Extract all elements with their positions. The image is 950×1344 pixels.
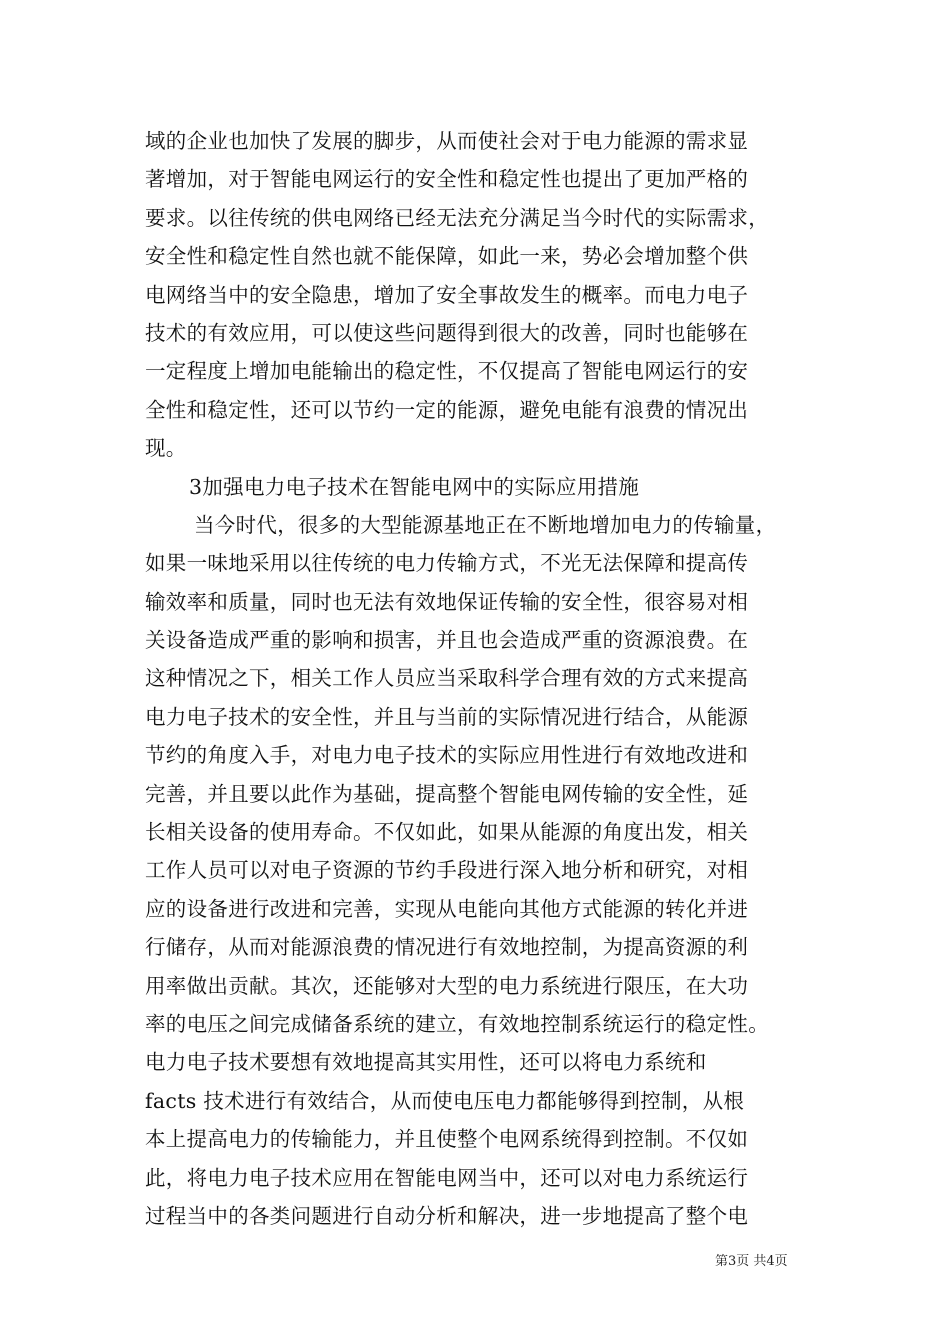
text-line: 工作人员可以对电子资源的节约手段进行深入地分析和研究，对相 <box>145 858 749 883</box>
text-line: 现。 <box>145 436 187 461</box>
text-line: 长相关设备的使用寿命。不仅如此，如果从能源的角度出发，相关 <box>145 820 749 845</box>
text-line: 此，将电力电子技术应用在智能电网当中，还可以对电力系统运行 <box>145 1165 749 1190</box>
text-line: 技术的有效应用，可以使这些问题得到很大的改善，同时也能够在 <box>145 320 749 345</box>
text-line: 著增加，对于智能电网运行的安全性和稳定性也提出了更加严格的 <box>145 167 749 192</box>
text-line: 关设备造成严重的影响和损害，并且也会造成严重的资源浪费。在 <box>145 628 749 653</box>
text-line: 如果一味地采用以往传统的电力传输方式，不光无法保障和提高传 <box>145 551 749 576</box>
text-line: 过程当中的各类问题进行自动分析和解决，进一步地提高了整个电 <box>145 1203 749 1228</box>
text-line: 安全性和稳定性自然也就不能保障，如此一来，势必会增加整个供 <box>145 244 749 269</box>
body-text <box>145 122 820 1235</box>
text-line: 节约的角度入手，对电力电子技术的实际应用性进行有效地改进和 <box>145 743 749 768</box>
text-line: 全性和稳定性，还可以节约一定的能源，避免电能有浪费的情况出 <box>145 397 749 422</box>
page-number-footer: 第3页 共4页 <box>715 1254 788 1269</box>
text-line: 行储存，从而对能源浪费的情况进行有效地控制，为提高资源的利 <box>145 935 749 960</box>
text-line: 电力电子技术要想有效地提高其实用性，还可以将电力系统和 <box>145 1050 707 1075</box>
text-line: 这种情况之下，相关工作人员应当采取科学合理有效的方式来提高 <box>145 666 749 691</box>
text-line: 完善，并且要以此作为基础，提高整个智能电网传输的安全性，延 <box>145 781 749 806</box>
paragraph-continued <box>145 122 820 468</box>
text-line: 本上提高电力的传输能力，并且使整个电网系统得到控制。不仅如 <box>145 1127 749 1152</box>
paragraph-section-3 <box>145 506 820 1235</box>
text-line: 要求。以往传统的供电网络已经无法充分满足当今时代的实际需求， <box>145 205 769 230</box>
text-line: 输效率和质量，同时也无法有效地保证传输的安全性，很容易对相 <box>145 589 749 614</box>
text-line: 一定程度上增加电能输出的稳定性，不仅提高了智能电网运行的安 <box>145 359 749 384</box>
text-line: 电网络当中的安全隐患，增加了安全事故发生的概率。而电力电子 <box>145 282 749 307</box>
text-line: 域的企业也加快了发展的脚步，从而使社会对于电力能源的需求显 <box>145 129 749 153</box>
text-line: 用率做出贡献。其次，还能够对大型的电力系统进行限压，在大功 <box>145 973 749 998</box>
section-heading: 3加强电力电子技术在智能电网中的实际应用措施 <box>189 474 640 499</box>
text-line: 当今时代，很多的大型能源基地正在不断地增加电力的传输量， <box>194 512 777 537</box>
text-line: 电力电子技术的安全性，并且与当前的实际情况进行结合，从能源 <box>145 704 749 729</box>
text-line: 应的设备进行改进和完善，实现从电能向其他方式能源的转化并进 <box>145 896 749 921</box>
text-line: 率的电压之间完成储备系统的建立，有效地控制系统运行的稳定性。 <box>145 1011 769 1036</box>
text-line: facts 技术进行有效结合，从而使电压电力都能够得到控制，从根 <box>145 1088 745 1113</box>
